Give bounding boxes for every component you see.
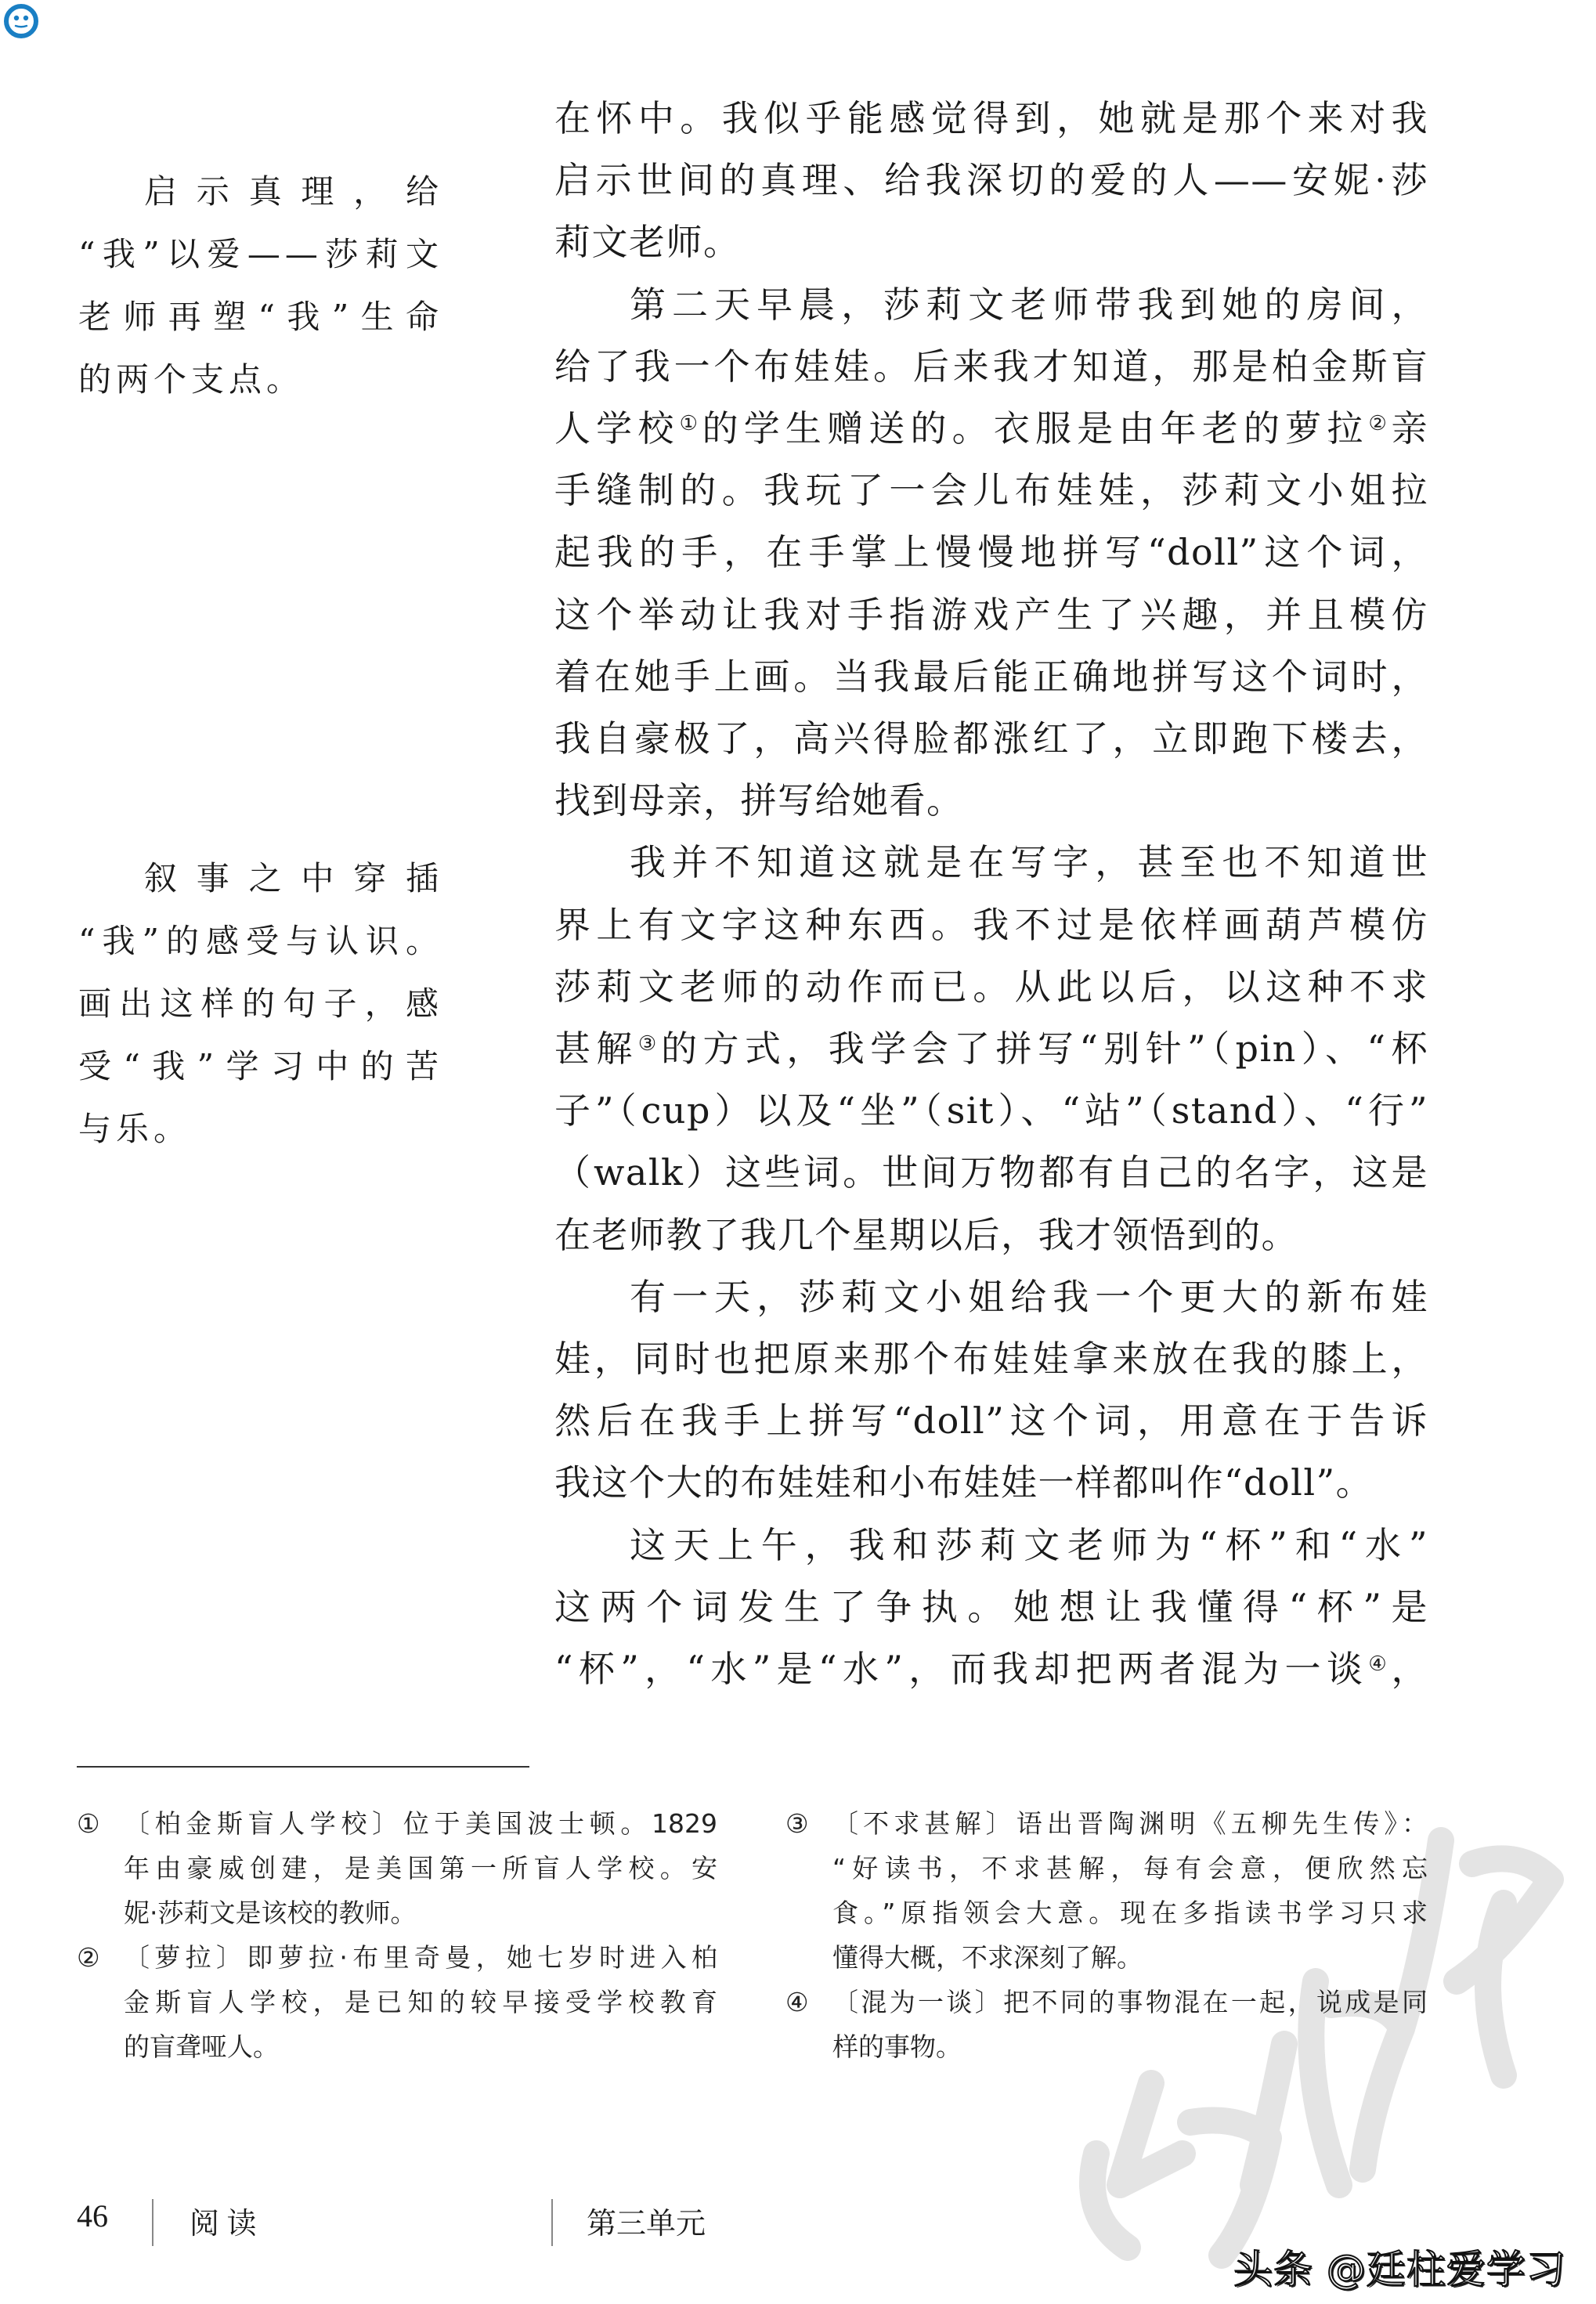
footnote-number: ④ bbox=[785, 1987, 809, 2017]
main-text-line: 起我的手，在手掌上慢慢地拼写“doll”这个词， bbox=[554, 531, 1428, 574]
side-note-2 bbox=[78, 847, 443, 1161]
footnote-3 bbox=[785, 1801, 1428, 1980]
main-text-line: 人学校①的学生赠送的。衣服是由年老的萝拉②亲 bbox=[554, 407, 1429, 450]
smiley-face-icon bbox=[3, 3, 39, 39]
watermark-credit: 头条 @廷柱爱学习 bbox=[1233, 2247, 1566, 2292]
side-note-line: 的两个支点。 bbox=[78, 360, 305, 399]
main-text-line: 启示世间的真理、给我深切的爱的人——安妮·莎 bbox=[554, 159, 1428, 202]
footnote-divider bbox=[77, 1766, 529, 1768]
main-text-line: 这天上午，我和莎莉文老师为“杯”和“水” bbox=[630, 1523, 1428, 1566]
footer-section: 阅 读 bbox=[190, 2208, 257, 2241]
footer-divider bbox=[152, 2199, 153, 2246]
footnote-line: 妮·莎莉文是该校的教师。 bbox=[124, 1898, 417, 1928]
main-text-line: 甚解③的方式，我学会了拼写“别针”（pin）、“杯 bbox=[554, 1027, 1428, 1071]
main-text-line: 莉文老师。 bbox=[554, 221, 741, 264]
main-text-line: 这个举动让我对手指游戏产生了兴趣，并且模仿 bbox=[554, 593, 1428, 636]
side-note-line: “我”以爱——莎莉文 bbox=[78, 235, 443, 273]
side-note-line: 老师再塑“我”生命 bbox=[78, 298, 443, 336]
footnote-marker: ④ bbox=[1368, 1652, 1392, 1677]
main-text-line: 找到母亲，拼写给她看。 bbox=[554, 779, 964, 822]
main-text-line: 娃，同时也把原来那个布娃娃拿来放在我的膝上， bbox=[554, 1338, 1428, 1381]
footnote-line: 〔不求甚解〕语出晋陶渊明《五柳先生传》： bbox=[832, 1808, 1428, 1839]
footnote-number: ③ bbox=[785, 1808, 809, 1839]
footnote-line: 的盲聋哑人。 bbox=[124, 2031, 279, 2062]
main-text-line: 有一天，莎莉文小姐给我一个更大的新布娃 bbox=[630, 1275, 1428, 1318]
footnotes-left bbox=[77, 1801, 717, 2069]
main-text-line: “杯”，“水”是“水”，而我却把两者混为一谈④， bbox=[554, 1648, 1428, 1691]
side-note-1 bbox=[78, 161, 443, 411]
footnote-line: “好读书，不求甚解，每有会意，便欣然忘 bbox=[832, 1853, 1428, 1883]
footnote-marker: ① bbox=[679, 412, 702, 436]
main-text-line: 第二天早晨，莎莉文老师带我到她的房间， bbox=[630, 283, 1428, 326]
side-note-line: 叙事之中穿插 bbox=[144, 859, 443, 897]
footnote-line: 懂得大概，不求深刻了解。 bbox=[832, 1942, 1143, 1973]
page-number: 46 bbox=[77, 2198, 108, 2234]
main-text-line: 我并不知道这就是在写字，甚至也不知道世 bbox=[630, 841, 1428, 884]
side-note-line: 启示真理，给 bbox=[144, 172, 443, 211]
main-text-line: 手缝制的。我玩了一会儿布娃娃，莎莉文小姐拉 bbox=[554, 469, 1428, 512]
footnote-marker: ③ bbox=[637, 1032, 662, 1056]
footnote-line: 样的事物。 bbox=[832, 2031, 962, 2062]
main-text-line: 给了我一个布娃娃。后来我才知道，那是柏金斯盲 bbox=[554, 345, 1428, 388]
main-text-line: （walk）这些词。世间万物都有自己的名字，这是 bbox=[554, 1151, 1428, 1194]
footnote-4 bbox=[785, 1980, 1428, 2069]
main-text-line: 然后在我手上拼写“doll”这个词，用意在于告诉 bbox=[554, 1399, 1428, 1443]
footer-divider bbox=[551, 2199, 553, 2246]
main-text-line: 界上有文字这种东西。我不过是依样画葫芦模仿 bbox=[554, 903, 1428, 946]
footer-unit: 第三单元 bbox=[587, 2208, 706, 2241]
main-text-line: 我自豪极了，高兴得脸都涨红了，立即跑下楼去， bbox=[554, 717, 1428, 760]
side-note-line: 与乐。 bbox=[78, 1110, 192, 1148]
footnotes-right bbox=[785, 1801, 1428, 2069]
main-text-line: 莎莉文老师的动作而已。从此以后，以这种不求 bbox=[554, 965, 1428, 1008]
main-text-line: 在老师教了我几个星期以后，我才领悟到的。 bbox=[554, 1213, 1298, 1256]
footnote-1 bbox=[77, 1801, 717, 1935]
main-text-line: 我这个大的布娃娃和小布娃娃一样都叫作“doll”。 bbox=[554, 1461, 1374, 1504]
footnote-line: 〔混为一谈〕把不同的事物混在一起，说成是同 bbox=[832, 1987, 1428, 2017]
footnote-number: ① bbox=[77, 1808, 100, 1839]
main-text-line: 这两个词发生了争执。她想让我懂得“杯”是 bbox=[554, 1585, 1428, 1628]
side-note-line: “我”的感受与认识。 bbox=[78, 922, 443, 960]
footnote-line: 食。”原指领会大意。现在多指读书学习只求 bbox=[832, 1898, 1428, 1928]
footnote-2 bbox=[77, 1935, 717, 2069]
side-note-line: 画出这样的句子，感 bbox=[78, 984, 443, 1023]
main-text bbox=[554, 88, 1428, 1700]
side-note-line: 受“我”学习中的苦 bbox=[78, 1047, 443, 1085]
footnote-line: 〔萝拉〕即萝拉·布里奇曼，她七岁时进入柏 bbox=[124, 1942, 717, 1973]
main-text-line: 着在她手上画。当我最后能正确地拼写这个词时， bbox=[554, 655, 1428, 698]
main-text-line: 在怀中。我似乎能感觉得到，她就是那个来对我 bbox=[554, 97, 1428, 139]
footnote-marker: ② bbox=[1368, 412, 1392, 436]
main-text-line: 子”（cup）以及“坐”（sit）、“站”（stand）、“行” bbox=[554, 1089, 1428, 1132]
footnote-line: 年由豪威创建，是美国第一所盲人学校。安 bbox=[124, 1853, 717, 1883]
footnote-line: 〔柏金斯盲人学校〕位于美国波士顿。1829 bbox=[124, 1808, 717, 1839]
footnote-number: ② bbox=[77, 1942, 100, 1973]
footnote-line: 金斯盲人学校，是已知的较早接受学校教育 bbox=[124, 1987, 717, 2017]
